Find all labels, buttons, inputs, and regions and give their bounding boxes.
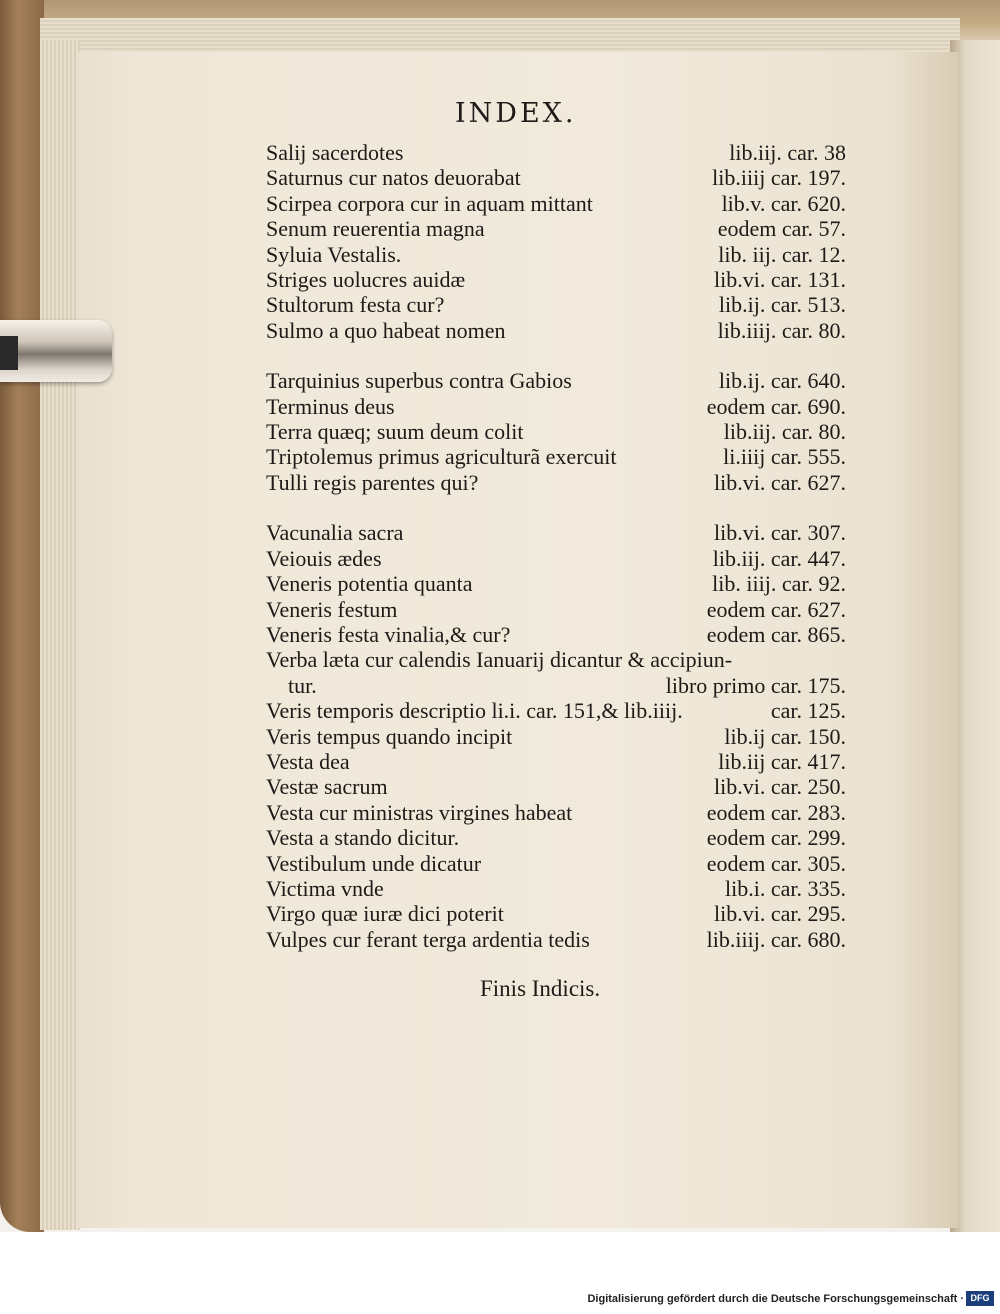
index-entry xyxy=(266,444,846,469)
entry-term: Vesta dea xyxy=(266,748,350,774)
entry-reference: eodem car. 627. xyxy=(706,596,846,622)
entry-term: Vestibulum unde dicatur xyxy=(266,850,482,876)
dfg-credit: Digitalisierung gefördert durch die Deutsche Forschungsgemeinschaft · xyxy=(587,1293,964,1305)
entry-reference: lib.ij. car. 640. xyxy=(718,368,846,394)
entry-term: Veris temporis descriptio li.i. car. 151,& lib.iiij. xyxy=(266,698,683,724)
index-entry xyxy=(266,597,846,622)
entry-reference: lib. iij. car. 12. xyxy=(718,241,846,267)
index-entry xyxy=(266,140,846,165)
index-entry xyxy=(266,800,846,825)
entry-term: Veneris festum xyxy=(266,596,398,622)
entry-term: Terra quæq; suum deum colit xyxy=(266,419,524,445)
entry-reference: lib.ij. car. 513. xyxy=(718,292,846,318)
entry-reference: lib.vi. car. 307. xyxy=(714,520,846,546)
entry-term: Veneris potentia quanta xyxy=(266,571,473,597)
entry-reference: eodem car. 299. xyxy=(706,825,846,851)
entry-term: Syluia Vestalis. xyxy=(266,241,402,267)
entry-reference: lib.vi. car. 250. xyxy=(714,774,846,800)
entry-reference: lib.ij car. 150. xyxy=(724,723,846,749)
index-entry xyxy=(266,825,846,850)
entry-reference: lib.i. car. 335. xyxy=(725,875,846,901)
section-gap xyxy=(266,343,846,368)
index-entry xyxy=(266,368,846,393)
index-entry xyxy=(266,698,846,723)
index-entry xyxy=(266,292,846,317)
finis-text: Finis Indicis. xyxy=(480,976,601,1001)
index-entry xyxy=(266,191,846,216)
entry-term: Salij sacerdotes xyxy=(266,140,404,165)
index-entry xyxy=(266,546,846,571)
index-entry xyxy=(266,470,846,495)
entry-term: Veneris festa vinalia,& cur? xyxy=(266,621,511,647)
entry-term: Tulli regis parentes qui? xyxy=(266,469,479,495)
index-entry xyxy=(266,419,846,444)
entry-term: Victima vnde xyxy=(266,875,384,901)
entry-reference: lib.iiij. car. 680. xyxy=(706,926,846,952)
entry-reference: lib.vi. car. 627. xyxy=(714,469,846,495)
dfg-logo-icon: DFG xyxy=(966,1291,994,1306)
entry-term: Stultorum festa cur? xyxy=(266,292,445,318)
index-entry xyxy=(266,851,846,876)
index-entry xyxy=(266,876,846,901)
page-clip-shadow xyxy=(0,336,18,370)
index-entry xyxy=(266,749,846,774)
entry-term: Veris tempus quando incipit xyxy=(266,723,513,749)
entry-reference: eodem car. 690. xyxy=(706,393,846,419)
entry-term: Verba læta cur calendis Ianuarij dicantur & accipiun- xyxy=(266,647,733,673)
page-edges-top xyxy=(40,18,960,56)
index-entry xyxy=(266,242,846,267)
section-gap xyxy=(266,495,846,520)
entry-reference: lib.vi. car. 131. xyxy=(714,267,846,293)
entry-term: Vacunalia sacra xyxy=(266,520,404,546)
index-entry xyxy=(266,927,846,952)
index-entry xyxy=(266,622,846,647)
index-entry xyxy=(266,673,846,698)
entry-term: Virgo quæ iuræ dici poterit xyxy=(266,901,504,927)
page-edges-left xyxy=(40,40,80,1230)
index-entry xyxy=(266,318,846,343)
index-entry xyxy=(266,267,846,292)
entry-reference: car. 125. xyxy=(770,698,846,724)
entry-reference: li.iiij car. 555. xyxy=(723,444,846,470)
entry-reference: lib.iiij. car. 80. xyxy=(717,317,846,343)
entry-reference: lib.iiij car. 197. xyxy=(712,165,846,191)
entry-reference: lib.v. car. 620. xyxy=(721,190,846,216)
index-entry xyxy=(266,724,846,749)
index-entry xyxy=(266,216,846,241)
index-entry xyxy=(266,901,846,926)
index-entries xyxy=(266,140,846,952)
entry-reference: eodem car. 57. xyxy=(717,216,846,242)
entry-term: Senum reuerentia magna xyxy=(266,216,485,242)
entry-reference: lib.vi. car. 295. xyxy=(714,901,846,927)
entry-reference: eodem car. 865. xyxy=(706,621,846,647)
entry-term: Veiouis ædes xyxy=(266,545,382,571)
entry-term: Vestæ sacrum xyxy=(266,774,388,800)
entry-reference: lib.iij car. 417. xyxy=(718,748,846,774)
entry-term: Tarquinius superbus contra Gabios xyxy=(266,368,572,394)
entry-reference: eodem car. 305. xyxy=(706,850,846,876)
entry-term: Terminus deus xyxy=(266,393,395,419)
index-entry xyxy=(266,394,846,419)
entry-reference: lib.iij. car. 80. xyxy=(723,419,846,445)
entry-reference: lib.iij. car. 38 xyxy=(729,140,846,165)
entry-term: Striges uolucres auidæ xyxy=(266,267,466,293)
entry-reference: eodem car. 283. xyxy=(706,799,846,825)
entry-term: Saturnus cur natos deuorabat xyxy=(266,165,521,191)
entry-term: Vesta cur ministras virgines habeat xyxy=(266,799,573,825)
index-entry xyxy=(266,774,846,799)
entry-term: Sulmo a quo habeat nomen xyxy=(266,317,506,343)
entry-reference: libro primo car. 175. xyxy=(665,672,846,698)
entry-term: Vulpes cur ferant terga ardentia tedis xyxy=(266,926,590,952)
entry-term: Vesta a stando dicitur. xyxy=(266,825,460,851)
entry-reference: lib.iij. car. 447. xyxy=(712,545,846,571)
entry-reference: lib. iiij. car. 92. xyxy=(712,571,846,597)
index-entry xyxy=(266,165,846,190)
entry-term: Triptolemus primus agriculturã exercuit xyxy=(266,444,617,470)
index-heading: INDEX. xyxy=(455,98,577,129)
index-entry xyxy=(266,647,846,672)
entry-term: Scirpea corpora cur in aquam mittant xyxy=(266,190,593,216)
index-entry xyxy=(266,520,846,545)
book-cover-left xyxy=(0,0,44,1232)
index-entry xyxy=(266,571,846,596)
entry-term: tur. xyxy=(288,672,317,698)
